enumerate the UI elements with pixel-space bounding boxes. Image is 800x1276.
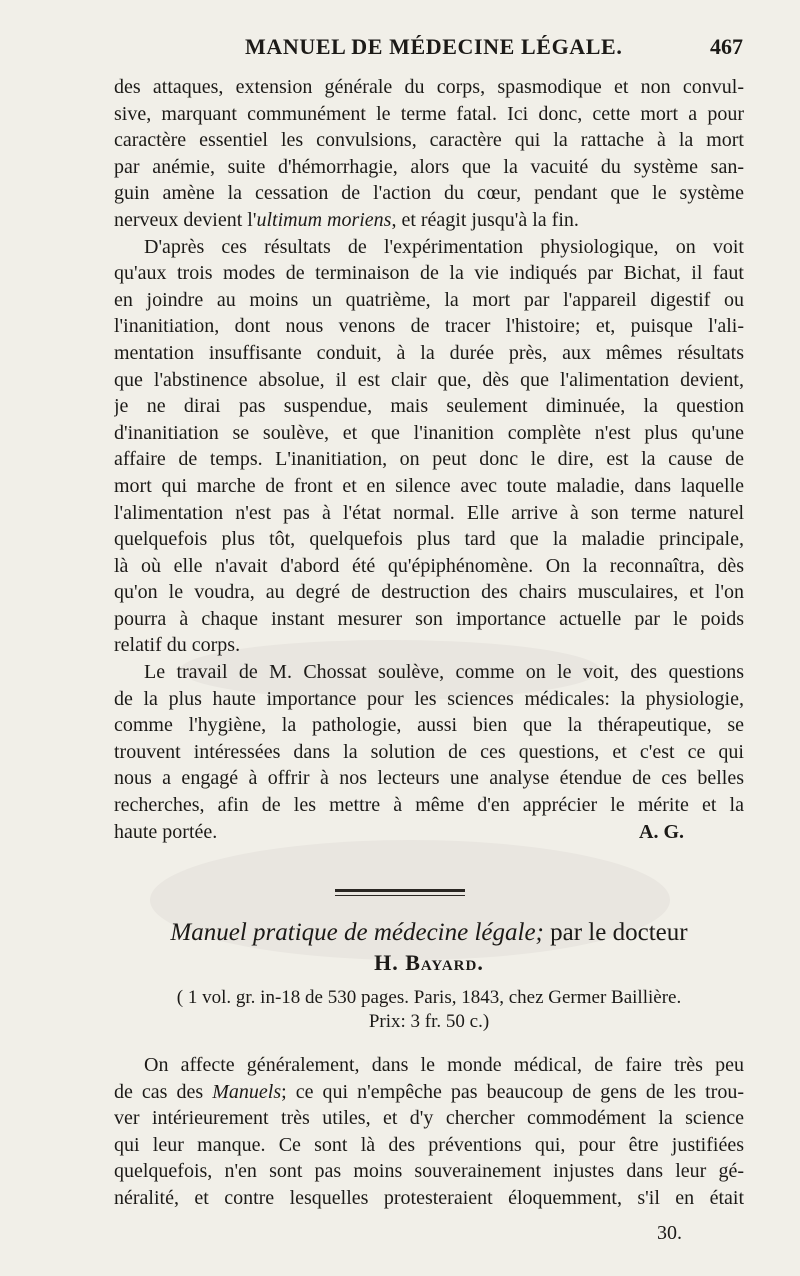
text-line: comme l'hygiène, la pathologie, aussi bien que la thérapeutique, se [114,714,744,737]
text-line: l'inanitiation, dont nous venons de tracer l'histoire; et, puisque l'ali- [114,315,744,338]
publication-price: Prix: 3 fr. 50 c.) [368,1011,490,1032]
text-line: de cas des Manuels; ce qui n'empêche pas beaucoup de gens de les trou- [114,1080,744,1103]
italic-term: Manuels [212,1080,282,1103]
text-line: qui leur manque. Ce sont là des préventions qui, pour être justifiées [114,1133,744,1156]
text-line: relatif du corps. [114,634,241,657]
page-number: 467 [710,34,743,59]
text-line: pourra à chaque instant mesurer son importance actuelle par le poids [114,607,744,630]
text-line: quelquefois, n'en sont pas moins souverainement injustes dans leur gé- [114,1160,744,1183]
text-line: nerveux devient l'ultimum moriens, et réagit jusqu'à la fin. [114,208,579,231]
text-line: nous a engagé à offrir à nos lecteurs une analyse étendue de ces belles [114,767,744,790]
text-line: On affecte généralement, dans le monde médical, de faire très peu [144,1054,744,1076]
running-title: MANUEL DE MÉDECINE LÉGALE. [245,34,623,59]
italic-term: ultimum moriens [256,208,392,231]
text-line: que l'abstinence absolue, il est clair que, dès que l'alimentation devient, [114,368,744,391]
text-line: trouvent intéressées dans la solution de ces questions, et c'est ce qui [114,740,744,763]
main-text [114,74,744,845]
review-title [114,918,744,948]
text-line: par anémie, suite d'hémorrhagie, alors que la vacuité du système san- [114,155,744,178]
text-line: néralité, et contre lesquelles protesteraient éloquemment, s'il en était [114,1186,744,1209]
author-signature: A. G. [639,820,684,843]
text-line: recherches, afin de les mettre à même d'en apprécier le mérite et la [114,794,744,817]
text-line: je ne dirai pas suspendue, mais seulement diminuée, la question [114,395,744,418]
text-line: d'inanitiation se soulève, et que l'inanition complète n'est plus qu'une [114,421,744,444]
text-line: caractère essentiel les convulsions, caractère qui la rattache à la mort [114,129,744,152]
section-divider [335,889,465,892]
text-line: mentation insuffisante conduit, à la durée près, aux mêmes résultats [114,341,744,364]
text-line: des attaques, extension générale du corps, spasmodique et non convul- [114,76,744,98]
text-line: affaire de temps. L'inanitiation, on peut donc le dire, est la cause de [114,448,744,471]
text-line: l'alimentation n'est pas à l'état normal. Elle arrive à son terme naturel [114,501,744,524]
text-line: qu'aux trois modes de terminaison de la vie indiqués par Bichat, il faut [114,262,744,285]
closing-line [114,819,744,846]
review-title-italic: Manuel pratique de médecine légale; [170,919,544,946]
review-body [114,1052,744,1212]
text-line: là où elle n'avait d'abord été qu'épiphénomène. On la reconnaîtra, dès [114,554,744,577]
publication-info-line: ( 1 vol. gr. in-18 de 530 pages. Paris, 1843, chez Germer Baillière. [176,987,682,1008]
text-line: ver intérieurement très utiles, et d'y chercher commodément la science [114,1107,744,1130]
publication-info [114,986,744,1034]
closing-text: haute portée. [114,820,218,843]
text-line: de la plus haute importance pour les sciences médicales: la physiologie, [114,687,744,710]
text-line: qu'on le voudra, au degré de destruction des chairs musculaires, et l'on [114,581,744,604]
text-line: quelquefois plus tôt, quelquefois plus tard que la maladie principale, [114,528,744,551]
review-author [114,950,744,976]
review-title-rest: par le docteur [543,919,688,946]
text-line: Le travail de M. Chossat soulève, comme on le voit, des questions [144,661,744,684]
text-line: sive, marquant communément le terme fatal. Ici donc, cette mort a pour [114,102,744,125]
review-author-name: H. Bayard. [374,950,484,975]
text-line: guin amène la cessation de l'action du cœur, pendant que le système [114,182,744,205]
text-line: en joindre au moins un quatrième, la mort par l'appareil digestif ou [114,288,744,311]
text-line: mort qui marche de front et en silence avec toute maladie, dans laquelle [114,474,744,497]
gathering-signature-number: 30. [657,1222,682,1244]
text-line: D'après ces résultats de l'expérimentation physiologique, on voit [144,235,744,258]
running-head [115,34,743,64]
